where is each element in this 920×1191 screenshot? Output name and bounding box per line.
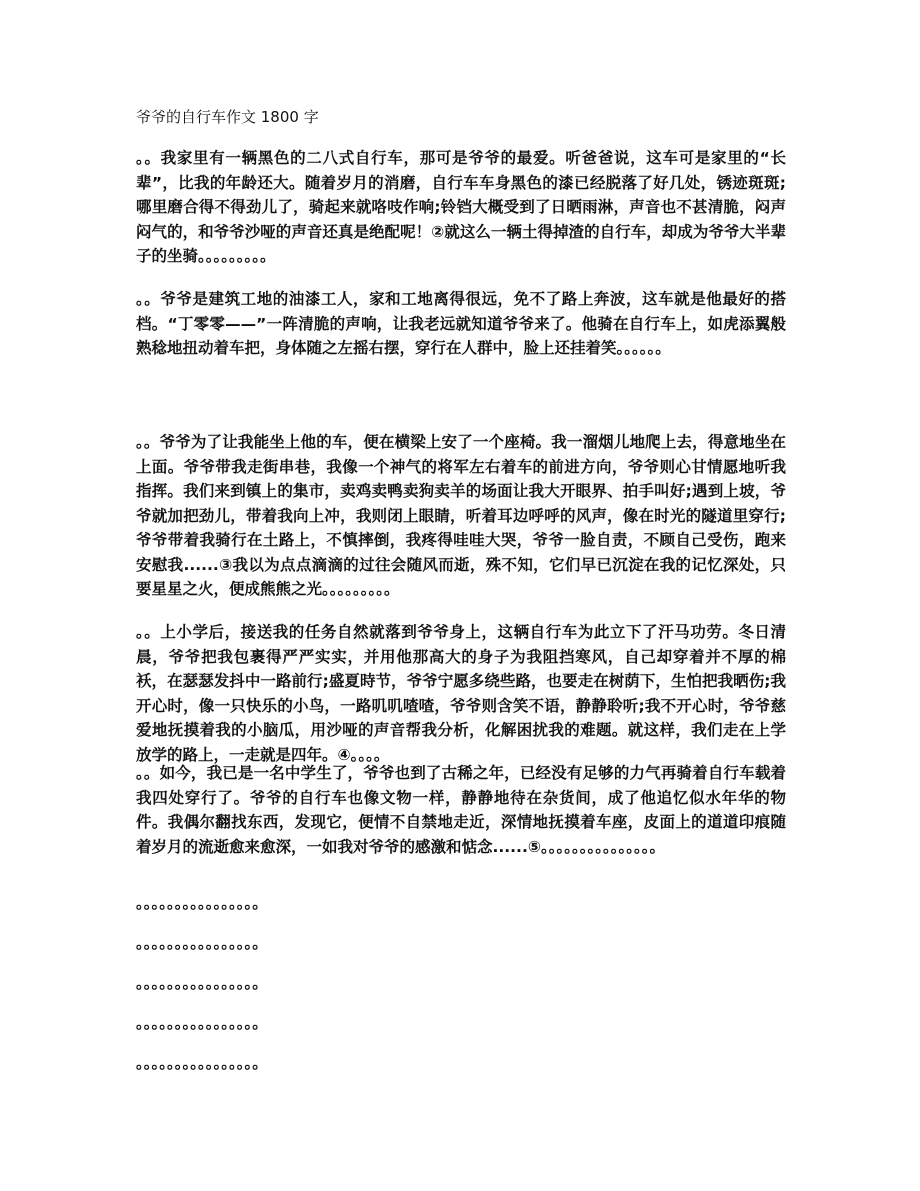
dot-line: 。。。。。。。。。。。。。。。。 [136, 974, 268, 992]
paragraph-school-commute: 。。上小学后，接送我的任务自然就落到爷爷身上，这辆自行车为此立下了汗马功劳。冬日清晨，爷爷把我包裹得严严实实，并用他那高大的身子为我阻挡寒风，自己却穿着并不厚的棉袄，在瑟瑟发抖中一路前行;盛夏時节，爷爷宁愿多绕些路，也要走在树荫下，生怕把我晒伤;我开心时，像一只快乐的小鸟，一路叽叽喳喳，爷爷则含笑不语，静静聆听;我不开心时，爷爷慈爱地抚摸着我的小脑瓜，用沙哑的声音帮我分析，化解困扰我的难题。就这样，我们走在上学放学的路上，一走就是四年。④。。。。 [136, 623, 786, 764]
paragraph-grandpa-work: 。。爷爷是建筑工地的油漆工人，家和工地离得很远，免不了路上奔波，这车就是他最好的搭档。“丁零零——”一阵清脆的声响，让我老远就知道爷爷来了。他骑在自行车上，如虎添翼般熟稔地扭动着车把，身体随之左摇右摆，穿行在人群中，脸上还挂着笑。。。。。。 [136, 290, 786, 357]
dot-line: 。。。。。。。。。。。。。。。。 [136, 894, 268, 912]
paragraph-bicycle-intro: 。。我家里有一辆黑色的二八式自行车，那可是爷爷的最爱。听爸爸说，这车可是家里的“长辈”，比我的年龄还大。随着岁月的消磨，自行车车身黑色的漆已经脱落了好几处，锈迹斑斑;哪里磨合得不得劲儿了，骑起来就咯吱作响;铃铛大概受到了日晒雨淋，声音也不甚清脆，闷声闷气的，和爷爷沙哑的声音还真是绝配呢！②就这么一辆土得掉渣的自行车，却成为爷爷大半辈子的坐骑。。。。。。。。。 [136, 149, 786, 265]
paragraph-present-day: 。。如今，我已是一名中学生了，爷爷也到了古稀之年，已经没有足够的力气再骑着自行车载着我四处穿行了。爷爷的自行车也像文物一样，静静地待在杂货间，成了他追忆似水年华的物件。我偶尔翻找东西，发现它，便情不自禁地走近，深情地抚摸着车座，皮面上的道道印痕随着岁月的流逝愈来愈深，一如我对爷爷的感激和惦念......⑤。。。。。。。。。。。。。。。 [136, 764, 786, 856]
paragraph-riding-memories: 。。爷爷为了让我能坐上他的车，便在横梁上安了一个座椅。我一溜烟儿地爬上去，得意地坐在上面。爷爷带我走街串巷，我像一个神气的将军左右着车的前进方向，爷爷则心甘情愿地听我指挥。我们来到镇上的集市，卖鸡卖鸭卖狗卖羊的场面让我大开眼界、拍手叫好;遇到上坡，爷爷就加把劲儿，带着我向上冲，我则闭上眼睛，听着耳边呼呼的风声，像在时光的隧道里穿行;爷爷带着我骑行在土路上，不慎摔倒，我疼得哇哇大哭，爷爷一脸自责，不顾自己受伤，跑来安慰我......③我以为点点滴滴的过往会随风而逝，殊不知，它们早已沉淀在我的记忆深处，只要星星之火，便成熊熊之光。。。。。。。。。 [136, 433, 786, 598]
dot-line: 。。。。。。。。。。。。。。。。 [136, 1054, 268, 1072]
document-title: 爷爷的自行车作文 1800 字 [136, 108, 319, 126]
dot-line: 。。。。。。。。。。。。。。。。 [136, 1014, 268, 1032]
dot-line: 。。。。。。。。。。。。。。。。 [136, 934, 268, 952]
